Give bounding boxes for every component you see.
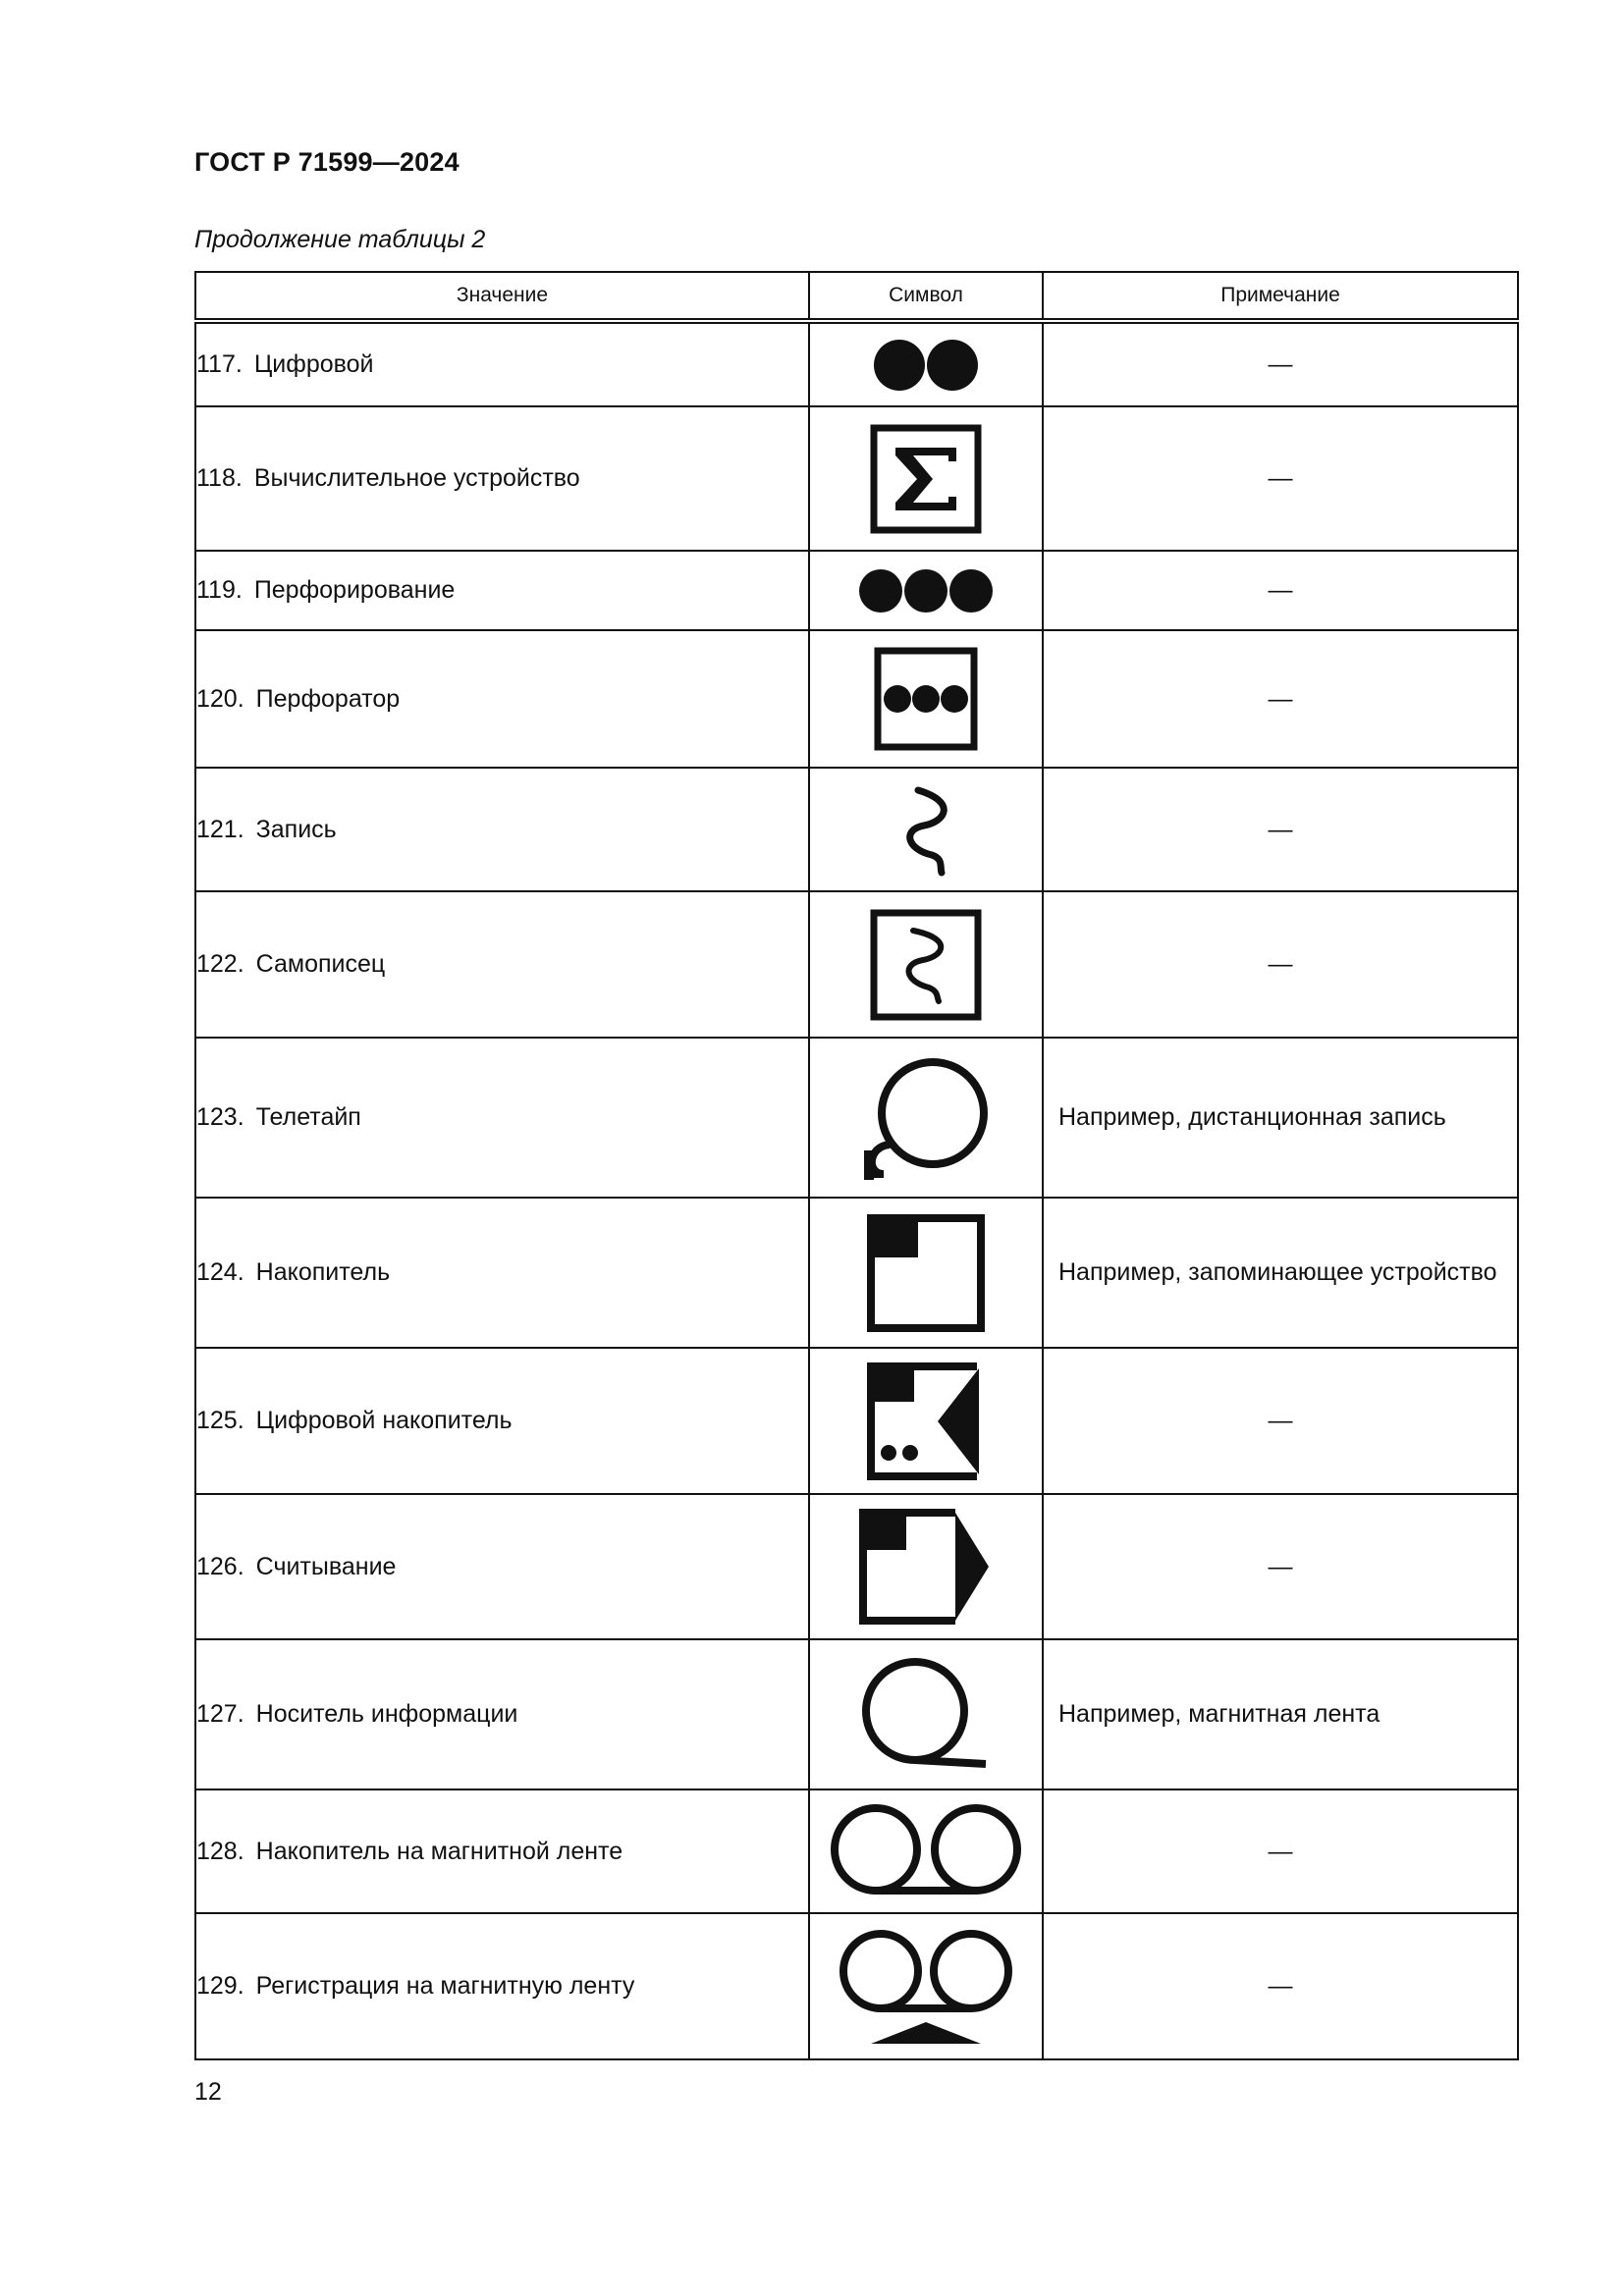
three-filled-dots-icon: [857, 566, 995, 615]
symbol-cell: [809, 1198, 1043, 1348]
magnetic-tape-storage-icon: [823, 1804, 1029, 1898]
row-number: 121.: [196, 815, 244, 843]
digital-storage-icon: [867, 1362, 985, 1480]
meaning-text: Вычислительное устройство: [253, 464, 580, 492]
magnetic-tape-recording-icon: [830, 1926, 1022, 2048]
table-row: [195, 1789, 1518, 1913]
meaning-cell: [195, 551, 809, 630]
table-caption: Продолжение таблицы 2: [194, 226, 486, 253]
note-cell: —: [1043, 1789, 1518, 1913]
note-cell: Например, дистанционная запись: [1043, 1038, 1518, 1198]
note-cell: Например, запоминающее устройство: [1043, 1198, 1518, 1348]
column-header-symbol: Символ: [809, 272, 1043, 321]
note-cell: —: [1043, 1913, 1518, 2059]
symbol-cell: [809, 1494, 1043, 1639]
meaning-cell: [195, 630, 809, 768]
table-row: [195, 1038, 1518, 1198]
meaning-text: Накопитель на магнитной ленте: [255, 1837, 623, 1865]
table-row: [195, 406, 1518, 551]
row-number: 120.: [196, 684, 244, 713]
row-number: 129.: [196, 1972, 244, 2000]
note-cell: —: [1043, 551, 1518, 630]
meaning-text: Самописец: [255, 950, 386, 978]
meaning-text: Считывание: [255, 1552, 397, 1580]
row-number: 117.: [196, 350, 243, 378]
document-id: ГОСТ Р 71599—2024: [194, 147, 460, 177]
symbol-cell: [809, 406, 1043, 551]
meaning-text: Накопитель: [255, 1258, 391, 1286]
note-cell: —: [1043, 1494, 1518, 1639]
table-row: [195, 1494, 1518, 1639]
two-filled-dots-icon: [867, 336, 985, 395]
note-cell: —: [1043, 768, 1518, 891]
symbol-cell: [809, 1639, 1043, 1789]
symbol-cell: [809, 1789, 1043, 1913]
row-number: 119.: [196, 576, 243, 604]
row-number: 118.: [196, 464, 243, 492]
symbols-table: [194, 271, 1519, 2060]
note-cell: —: [1043, 321, 1518, 406]
meaning-text: Телетайп: [255, 1103, 361, 1131]
row-number: 123.: [196, 1103, 244, 1131]
dots-in-square-icon: [874, 647, 978, 751]
reading-icon: [859, 1509, 993, 1625]
table-row: [195, 1913, 1518, 2059]
table-row: [195, 1198, 1518, 1348]
meaning-cell: [195, 406, 809, 551]
symbol-cell: [809, 768, 1043, 891]
meaning-text: Цифровой: [253, 350, 374, 378]
meaning-cell: [195, 1494, 809, 1639]
meaning-cell: [195, 1348, 809, 1494]
note-cell: —: [1043, 891, 1518, 1038]
meaning-cell: [195, 768, 809, 891]
meaning-cell: [195, 1038, 809, 1198]
wavy-line-icon: [896, 782, 955, 877]
meaning-text: Регистрация на магнитную ленту: [255, 1972, 635, 2000]
meaning-text: Цифровой накопитель: [255, 1407, 513, 1434]
table-row: [195, 630, 1518, 768]
data-carrier-reel-icon: [862, 1654, 990, 1776]
note-cell: Например, магнитная лента: [1043, 1639, 1518, 1789]
sigma-in-square-icon: [870, 424, 982, 534]
row-number: 122.: [196, 950, 244, 978]
symbol-cell: [809, 891, 1043, 1038]
symbol-cell: [809, 1348, 1043, 1494]
column-header-note: Примечание: [1043, 272, 1518, 321]
meaning-cell: [195, 891, 809, 1038]
table-row: [195, 891, 1518, 1038]
meaning-text: Запись: [255, 815, 337, 843]
row-number: 126.: [196, 1552, 244, 1580]
meaning-cell: [195, 1789, 809, 1913]
storage-square-icon: [867, 1214, 985, 1332]
symbol-cell: [809, 630, 1043, 768]
table-row: [195, 321, 1518, 406]
table-row: [195, 768, 1518, 891]
row-number: 125.: [196, 1407, 244, 1434]
note-cell: —: [1043, 630, 1518, 768]
note-cell: —: [1043, 406, 1518, 551]
symbol-cell: [809, 551, 1043, 630]
table-header-row: [195, 272, 1518, 321]
wavy-line-in-square-icon: [870, 909, 982, 1021]
table-row: [195, 551, 1518, 630]
meaning-cell: [195, 1198, 809, 1348]
row-number: 128.: [196, 1837, 244, 1865]
table-row: [195, 1348, 1518, 1494]
column-header-meaning: Значение: [195, 272, 809, 321]
table-row: [195, 1639, 1518, 1789]
meaning-cell: [195, 1639, 809, 1789]
symbol-cell: [809, 321, 1043, 406]
symbol-cell: [809, 1913, 1043, 2059]
meaning-text: Перфорирование: [253, 576, 456, 604]
symbol-cell: [809, 1038, 1043, 1198]
page-number: 12: [194, 2078, 222, 2106]
meaning-text: Носитель информации: [255, 1700, 518, 1728]
meaning-cell: [195, 1913, 809, 2059]
teletype-icon: [860, 1052, 992, 1184]
row-number: 124.: [196, 1258, 244, 1286]
meaning-text: Перфоратор: [255, 684, 401, 713]
meaning-cell: [195, 321, 809, 406]
note-cell: —: [1043, 1348, 1518, 1494]
row-number: 127.: [196, 1700, 244, 1728]
